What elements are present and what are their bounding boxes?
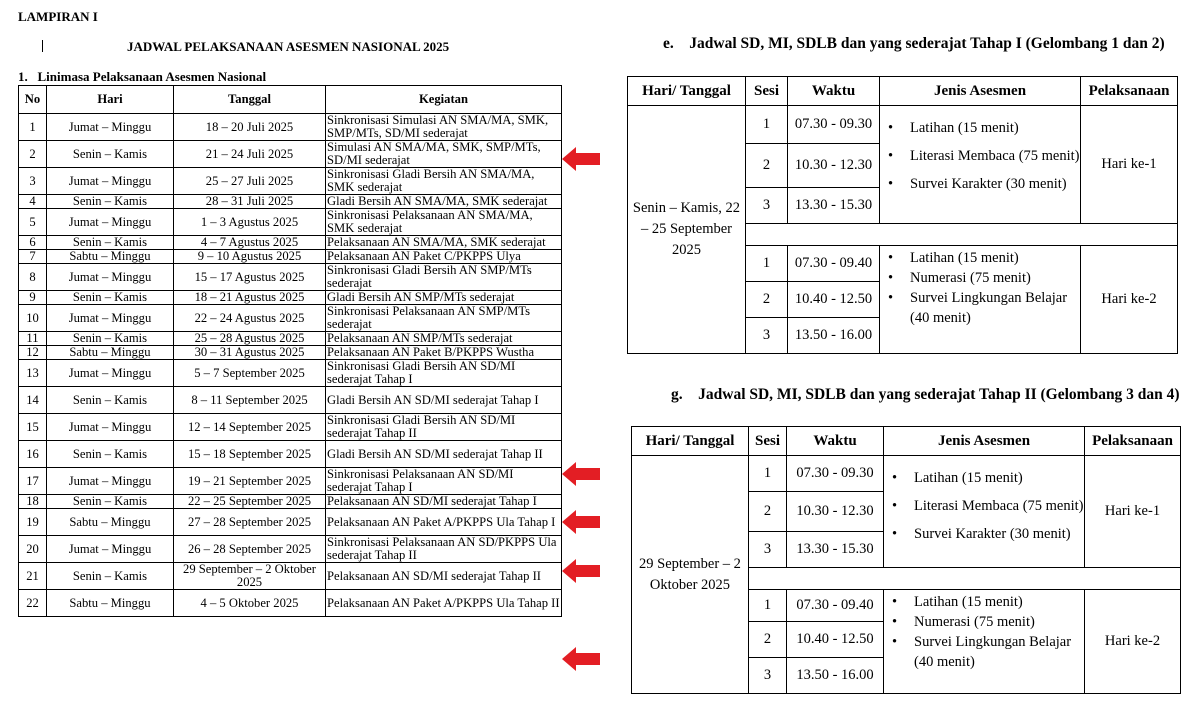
- row-hari-cell: Jumat – Minggu: [47, 168, 174, 195]
- jenis-item: • Latihan (15 menit): [888, 248, 1080, 268]
- row-tanggal-cell: 4 – 7 Agustus 2025: [174, 236, 326, 250]
- row-no-cell: 7: [19, 250, 47, 264]
- row-no-cell: 5: [19, 209, 47, 236]
- table-row: [19, 441, 562, 468]
- col-header-pelaksanaan: Pelaksanaan: [1085, 427, 1181, 456]
- row-no-cell: 11: [19, 332, 47, 346]
- row-tanggal-cell: 18 – 20 Juli 2025: [174, 114, 326, 141]
- row-kegiatan-cell: Gladi Bersih AN SD/MI sederajat Tahap II: [326, 441, 562, 468]
- row-no-cell: 6: [19, 236, 47, 250]
- row-tanggal-cell: 8 – 11 September 2025: [174, 387, 326, 414]
- col-header-waktu: Waktu: [787, 427, 884, 456]
- table-row: [19, 387, 562, 414]
- sesi-cell: 3: [749, 532, 787, 568]
- row-kegiatan-cell: Gladi Bersih AN SMA/MA, SMK sederajat: [326, 195, 562, 209]
- row-kegiatan-cell: Sinkronisasi Gladi Bersih AN SMA/MA, SMK sederajat: [326, 168, 562, 195]
- page-title: JADWAL PELAKSANAAN ASESMEN NASIONAL 2025: [127, 39, 450, 54]
- table-row: [19, 495, 562, 509]
- row-tanggal-cell: 1 – 3 Agustus 2025: [174, 209, 326, 236]
- row-tanggal-cell: 15 – 18 September 2025: [174, 441, 326, 468]
- jenis-item: • Latihan (15 menit): [892, 592, 1084, 612]
- row-no-cell: 13: [19, 360, 47, 387]
- table-row: [19, 509, 562, 536]
- waktu-cell: 13.30 - 15.30: [787, 532, 884, 568]
- tahap2-table: [631, 426, 1181, 694]
- tahap1-heading: e. Jadwal SD, MI, SDLB dan yang sederajat Tahap I (Gelombang 1 dan 2): [663, 35, 1165, 52]
- jenis-item: • Survei Lingkungan Belajar (40 menit): [888, 288, 1080, 328]
- row-tanggal-cell: 5 – 7 September 2025: [174, 360, 326, 387]
- row-no-cell: 20: [19, 536, 47, 563]
- spacer-row: [746, 224, 1178, 246]
- table-row: [19, 168, 562, 195]
- row-hari-cell: Senin – Kamis: [47, 332, 174, 346]
- row-hari-cell: Jumat – Minggu: [47, 360, 174, 387]
- tahap2-heading: g. Jadwal SD, MI, SDLB dan yang sederajat Tahap II (Gelombang 3 dan 4): [671, 386, 1180, 403]
- row-tanggal-cell: 22 – 24 Agustus 2025: [174, 305, 326, 332]
- row-kegiatan-cell: Pelaksanaan AN Paket A/PKPPS Ula Tahap I: [326, 509, 562, 536]
- col-header-jenis: Jenis Asesmen: [880, 77, 1081, 106]
- red-arrow-icon: [562, 147, 600, 171]
- sesi-cell: 3: [746, 188, 788, 224]
- row-no-cell: 17: [19, 468, 47, 495]
- row-hari-cell: Senin – Kamis: [47, 291, 174, 305]
- row-kegiatan-cell: Sinkronisasi Gladi Bersih AN SD/MI sederajat Tahap I: [326, 360, 562, 387]
- row-hari-cell: Senin – Kamis: [47, 141, 174, 168]
- row-tanggal-cell: 28 – 31 Juli 2025: [174, 195, 326, 209]
- schedule-header-row: [19, 86, 562, 114]
- row-tanggal-cell: 26 – 28 September 2025: [174, 536, 326, 563]
- row-tanggal-cell: 25 – 27 Juli 2025: [174, 168, 326, 195]
- section-heading: 1. Linimasa Pelaksanaan Asesmen Nasional: [18, 69, 267, 84]
- row-no-cell: 1: [19, 114, 47, 141]
- row-no-cell: 9: [19, 291, 47, 305]
- row-hari-cell: Senin – Kamis: [47, 441, 174, 468]
- row-no-cell: 21: [19, 563, 47, 590]
- table-row: [19, 236, 562, 250]
- row-kegiatan-cell: Sinkronisasi Gladi Bersih AN SMP/MTs sederajat: [326, 264, 562, 291]
- row-hari-cell: Jumat – Minggu: [47, 468, 174, 495]
- row-hari-cell: Jumat – Minggu: [47, 305, 174, 332]
- jenis-item: • Numerasi (75 menit): [892, 612, 1084, 632]
- sesi-cell: 2: [746, 144, 788, 188]
- table-row: [19, 332, 562, 346]
- col-header-jenis: Jenis Asesmen: [884, 427, 1085, 456]
- table-row: [19, 195, 562, 209]
- row-no-cell: 4: [19, 195, 47, 209]
- row-tanggal-cell: 22 – 25 September 2025: [174, 495, 326, 509]
- table-row: [19, 590, 562, 617]
- row-no-cell: 19: [19, 509, 47, 536]
- red-arrow-icon: [562, 510, 600, 534]
- row-hari-cell: Jumat – Minggu: [47, 414, 174, 441]
- jenis-item: • Survei Lingkungan Belajar (40 menit): [892, 632, 1084, 672]
- col-header-waktu: Waktu: [788, 77, 880, 106]
- sesi-cell: 3: [746, 318, 788, 354]
- pelaksanaan-cell: Hari ke-2: [1085, 590, 1181, 694]
- table-row: [19, 305, 562, 332]
- row-no-cell: 22: [19, 590, 47, 617]
- row-no-cell: 12: [19, 346, 47, 360]
- waktu-cell: 13.30 - 15.30: [788, 188, 880, 224]
- jenis-item: • Latihan (15 menit): [892, 464, 1084, 492]
- sesi-cell: 2: [749, 492, 787, 532]
- row-kegiatan-cell: Sinkronisasi Simulasi AN SMA/MA, SMK, SMP/MTs, SD/MI sederajat: [326, 114, 562, 141]
- row-kegiatan-cell: Pelaksanaan AN SD/MI sederajat Tahap I: [326, 495, 562, 509]
- row-hari-cell: Senin – Kamis: [47, 195, 174, 209]
- jenis-asesmen-cell: [884, 456, 1085, 568]
- row-kegiatan-cell: Pelaksanaan AN SMP/MTs sederajat: [326, 332, 562, 346]
- row-kegiatan-cell: Sinkronisasi Pelaksanaan AN SMA/MA, SMK sederajat: [326, 209, 562, 236]
- row-hari-cell: Senin – Kamis: [47, 563, 174, 590]
- row-tanggal-cell: 19 – 21 September 2025: [174, 468, 326, 495]
- jenis-asesmen-cell: [880, 106, 1081, 224]
- row-tanggal-cell: 12 – 14 September 2025: [174, 414, 326, 441]
- sesi-cell: 2: [749, 622, 787, 658]
- sesi-cell: 1: [749, 590, 787, 622]
- table-row: [19, 114, 562, 141]
- row-hari-cell: Sabtu – Minggu: [47, 509, 174, 536]
- row-no-cell: 10: [19, 305, 47, 332]
- row-no-cell: 2: [19, 141, 47, 168]
- col-header-no: No: [19, 86, 47, 114]
- col-header-hari: Hari: [47, 86, 174, 114]
- tahap1-table: [627, 76, 1178, 354]
- row-kegiatan-cell: Pelaksanaan AN SD/MI sederajat Tahap II: [326, 563, 562, 590]
- table-row: [19, 414, 562, 441]
- tahap1-date-cell: Senin – Kamis, 22 – 25 September 2025: [628, 106, 746, 354]
- col-header-sesi: Sesi: [746, 77, 788, 106]
- table-row: [19, 468, 562, 495]
- row-hari-cell: Sabtu – Minggu: [47, 346, 174, 360]
- row-no-cell: 16: [19, 441, 47, 468]
- waktu-cell: 10.40 - 12.50: [787, 622, 884, 658]
- row-kegiatan-cell: Gladi Bersih AN SMP/MTs sederajat: [326, 291, 562, 305]
- jenis-item: • Literasi Membaca (75 menit): [888, 142, 1080, 170]
- row-hari-cell: Sabtu – Minggu: [47, 590, 174, 617]
- row-tanggal-cell: 15 – 17 Agustus 2025: [174, 264, 326, 291]
- col-header-hari-tanggal: Hari/ Tanggal: [628, 77, 746, 106]
- lampiran-label: LAMPIRAN I: [18, 9, 98, 24]
- text-cursor: [42, 40, 43, 52]
- row-tanggal-cell: 29 September – 2 Oktober 2025: [174, 563, 326, 590]
- table-row: [19, 291, 562, 305]
- row-kegiatan-cell: Gladi Bersih AN SD/MI sederajat Tahap I: [326, 387, 562, 414]
- sesi-cell: 2: [746, 282, 788, 318]
- pelaksanaan-cell: Hari ke-1: [1081, 106, 1178, 224]
- row-kegiatan-cell: Simulasi AN SMA/MA, SMK, SMP/MTs, SD/MI sederajat: [326, 141, 562, 168]
- jenis-item: • Survei Karakter (30 menit): [888, 170, 1080, 198]
- waktu-cell: 07.30 - 09.40: [787, 590, 884, 622]
- row-tanggal-cell: 21 – 24 Juli 2025: [174, 141, 326, 168]
- sesi-cell: 1: [746, 106, 788, 144]
- jenis-item: • Numerasi (75 menit): [888, 268, 1080, 288]
- row-kegiatan-cell: Sinkronisasi Pelaksanaan AN SD/PKPPS Ula sederajat Tahap II: [326, 536, 562, 563]
- red-arrow-icon: [562, 647, 600, 671]
- row-hari-cell: Senin – Kamis: [47, 387, 174, 414]
- table-row: [19, 346, 562, 360]
- table-row: [19, 536, 562, 563]
- waktu-cell: 10.40 - 12.50: [788, 282, 880, 318]
- col-header-tanggal: Tanggal: [174, 86, 326, 114]
- jenis-asesmen-cell: [884, 590, 1085, 694]
- waktu-cell: 10.30 - 12.30: [787, 492, 884, 532]
- row-tanggal-cell: 30 – 31 Agustus 2025: [174, 346, 326, 360]
- waktu-cell: 07.30 - 09.40: [788, 246, 880, 282]
- table-row: [19, 563, 562, 590]
- row-no-cell: 3: [19, 168, 47, 195]
- row-hari-cell: Jumat – Minggu: [47, 536, 174, 563]
- col-header-pelaksanaan: Pelaksanaan: [1081, 77, 1178, 106]
- row-no-cell: 8: [19, 264, 47, 291]
- row-tanggal-cell: 18 – 21 Agustus 2025: [174, 291, 326, 305]
- spacer-row: [749, 568, 1181, 590]
- table-row: [19, 360, 562, 387]
- table-row: [19, 250, 562, 264]
- tahap2-date-cell: 29 September – 2 Oktober 2025: [632, 456, 749, 694]
- waktu-cell: 07.30 - 09.30: [787, 456, 884, 492]
- red-arrow-icon: [562, 559, 600, 583]
- col-header-sesi: Sesi: [749, 427, 787, 456]
- row-kegiatan-cell: Pelaksanaan AN SMA/MA, SMK sederajat: [326, 236, 562, 250]
- pelaksanaan-cell: Hari ke-2: [1081, 246, 1178, 354]
- row-hari-cell: Jumat – Minggu: [47, 114, 174, 141]
- table-row: [19, 264, 562, 291]
- sesi-cell: 1: [749, 456, 787, 492]
- schedule-table: [18, 85, 562, 617]
- jenis-item: • Survei Karakter (30 menit): [892, 520, 1084, 548]
- row-hari-cell: Sabtu – Minggu: [47, 250, 174, 264]
- waktu-cell: 10.30 - 12.30: [788, 144, 880, 188]
- row-kegiatan-cell: Pelaksanaan AN Paket C/PKPPS Ulya: [326, 250, 562, 264]
- waktu-cell: 13.50 - 16.00: [788, 318, 880, 354]
- row-kegiatan-cell: Pelaksanaan AN Paket A/PKPPS Ula Tahap II: [326, 590, 562, 617]
- row-no-cell: 15: [19, 414, 47, 441]
- row-hari-cell: Senin – Kamis: [47, 495, 174, 509]
- waktu-cell: 13.50 - 16.00: [787, 658, 884, 694]
- row-hari-cell: Senin – Kamis: [47, 236, 174, 250]
- col-header-kegiatan: Kegiatan: [326, 86, 562, 114]
- sesi-cell: 3: [749, 658, 787, 694]
- pelaksanaan-cell: Hari ke-1: [1085, 456, 1181, 568]
- table-row: [19, 209, 562, 236]
- row-tanggal-cell: 9 – 10 Agustus 2025: [174, 250, 326, 264]
- row-kegiatan-cell: Sinkronisasi Pelaksanaan AN SMP/MTs sederajat: [326, 305, 562, 332]
- waktu-cell: 07.30 - 09.30: [788, 106, 880, 144]
- sesi-cell: 1: [746, 246, 788, 282]
- row-kegiatan-cell: Sinkronisasi Pelaksanaan AN SD/MI sederajat Tahap I: [326, 468, 562, 495]
- jenis-item: • Latihan (15 menit): [888, 114, 1080, 142]
- row-kegiatan-cell: Pelaksanaan AN Paket B/PKPPS Wustha: [326, 346, 562, 360]
- table-row: [19, 141, 562, 168]
- row-tanggal-cell: 27 – 28 September 2025: [174, 509, 326, 536]
- row-kegiatan-cell: Sinkronisasi Gladi Bersih AN SD/MI sederajat Tahap II: [326, 414, 562, 441]
- row-no-cell: 18: [19, 495, 47, 509]
- col-header-hari-tanggal: Hari/ Tanggal: [632, 427, 749, 456]
- row-hari-cell: Jumat – Minggu: [47, 264, 174, 291]
- red-arrow-icon: [562, 462, 600, 486]
- jenis-item: • Literasi Membaca (75 menit): [892, 492, 1084, 520]
- jenis-asesmen-cell: [880, 246, 1081, 354]
- row-tanggal-cell: 25 – 28 Agustus 2025: [174, 332, 326, 346]
- row-tanggal-cell: 4 – 5 Oktober 2025: [174, 590, 326, 617]
- row-hari-cell: Jumat – Minggu: [47, 209, 174, 236]
- row-no-cell: 14: [19, 387, 47, 414]
